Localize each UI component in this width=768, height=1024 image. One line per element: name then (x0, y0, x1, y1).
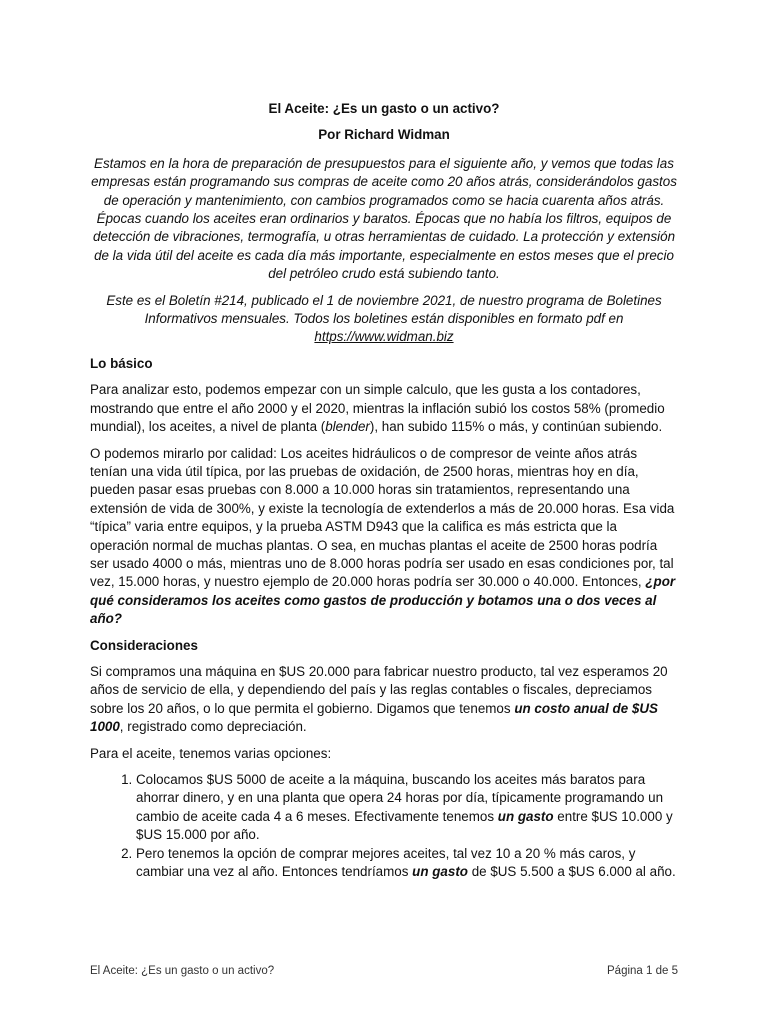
paragraph-inflation (90, 381, 678, 436)
document-author: Por Richard Widman (318, 127, 450, 143)
paragraph-quality-text: O podemos mirarlo por calidad: Los aceites hidráulicos o de compresor de veinte años atrás tenían una vida útil típica, por las pruebas de oxidación, de 2500 horas, mientras hoy en día, pueden pasar esas pruebas con 8.000 a 10.000 horas sin tratamientos, representando una extensión de vida de 300%, y existe la tecnología de extenderlos a más de 20.000 horas. Esa vida “típica” varia entre equipos, y la prueba ASTM D943 que la califica es más estricta que la operación normal de muchas plantas. O sea, en muchas plantas el aceite de 2500 horas podría ser usado 4000 o más, mientras uno de 8.000 horas podría ser usado en esas condiciones por, tal vez, 15.000 horas, y nuestro ejemplo de 20.000 horas podría ser 30.000 o 40.000. Entonces, (90, 445, 675, 590)
document-title: El Aceite: ¿Es un gasto o un activo? (268, 101, 500, 116)
bulletin-paragraph (90, 292, 678, 347)
page-footer (90, 962, 678, 980)
paragraph-machine-a: Si compramos una máquina en $US 20.000 para fabricar nuestro producto, tal vez esperamos 20 años de servicio de ella, y dependiendo del país y las reglas contables o fiscales, depreciamos sobre los 20 años, o lo que permita el gobierno. Digamos que tenemos (90, 663, 668, 716)
paragraph-inflation-b: ), han subido 115% o más, y continúan subiendo. (369, 419, 663, 435)
section-heading-basics: Lo básico (90, 355, 153, 371)
key-question: ¿por qué consideramos los aceites como gastos de producción y botamos una o dos veces al año? (90, 574, 676, 627)
paragraph-options: Para el aceite, tenemos varias opciones: (90, 745, 332, 761)
section-heading-considerations: Consideraciones (90, 637, 198, 653)
option-1-a: Colocamos $US 5000 de aceite a la máquina, buscando los aceites más baratos para ahorrar dinero, y en una planta que opera 24 horas por día, típicamente programando un cambio de aceite cada 4 a 6 meses. Efectivamente tenemos (136, 772, 664, 824)
option-2-b: de $US 5.500 a $US 6.000 al año. (471, 864, 676, 880)
expense-emphasis: un gasto (412, 864, 468, 880)
paragraph-machine (90, 663, 678, 737)
page-number: Página 1 de 5 (607, 965, 678, 977)
annual-cost-emphasis: un costo anual de $US 1000 (90, 700, 658, 735)
expense-emphasis: un gasto (497, 808, 554, 824)
blender-term: blender (325, 419, 370, 435)
paragraph-inflation-a: Para analizar esto, podemos empezar con un simple calculo, que les gusta a los contadores, mostrando que entre el año 2000 y el 2020, mientras la inflación subió los costos 58% (promedio mundial), los aceites, a nivel de planta ( (90, 382, 665, 435)
paragraph-machine-b: , registrado como depreciación. (119, 719, 307, 735)
website-link[interactable]: https://www.widman.biz (314, 329, 454, 345)
options-list (90, 771, 678, 881)
list-item (136, 845, 678, 882)
intro-paragraph: Estamos en la hora de preparación de presupuestos para el siguiente año, y vemos que todas las empresas están programando sus compras de aceite como 20 años atrás, considerándolos gastos de operación y mantenimiento, con cambios programados como se hacia cuarenta años atrás. Épocas cuando los aceites eran ordinarios y baratos. Épocas que no había los filtros, equipos de detección de vibraciones, termografía, u otras herramientas de cuidado. La protección y extensión de la vida útil del aceite es cada día más importante, especialmente en estos meses que el precio del petróleo crudo está subiendo tanto. (91, 155, 677, 282)
option-2-a: Pero tenemos la opción de comprar mejores aceites, tal vez 10 a 20 % más caros, y cambiar una vez al año. Entonces tendríamos (136, 845, 636, 880)
paragraph-quality (90, 445, 678, 629)
list-item (136, 771, 678, 845)
bulletin-text: Este es el Boletín #214, publicado el 1 de noviembre 2021, de nuestro programa de Boletines Informativos mensuales. Todos los boletines están disponibles en formato pdf en (106, 292, 662, 327)
footer-title: El Aceite: ¿Es un gasto o un activo? (90, 965, 275, 977)
option-1-b: entre $US 10.000 y $US 15.000 por año. (136, 808, 673, 843)
